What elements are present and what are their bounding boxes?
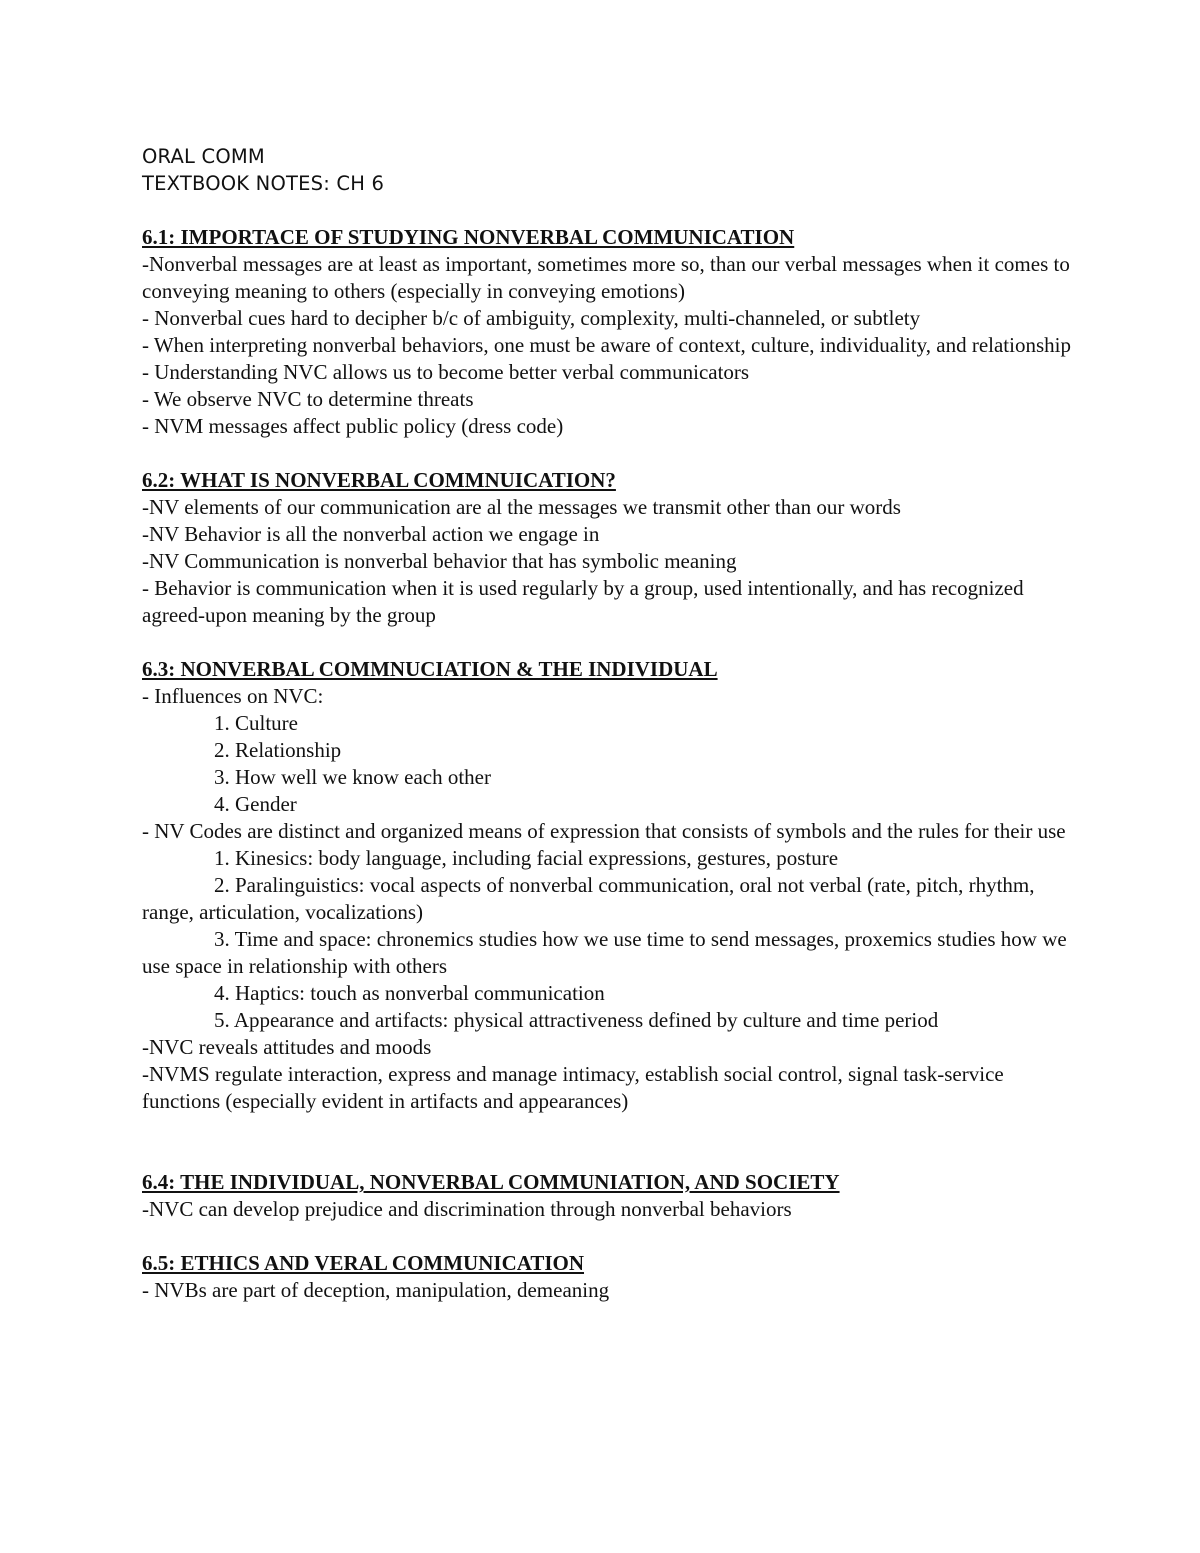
note-line: -NV Behavior is all the nonverbal action we engage in: [142, 522, 600, 546]
note-line: -NV elements of our communication are al the messages we transmit other than our words: [142, 495, 901, 519]
document-page: [142, 143, 1072, 1304]
list-item: 5. Appearance and artifacts: physical attractiveness defined by culture and time period: [214, 1008, 939, 1032]
section-6-1: [142, 224, 1072, 440]
list-item: 1. Kinesics: body language, including facial expressions, gestures, posture: [214, 846, 839, 870]
course-title: ORAL COMM: [142, 145, 265, 168]
note-line: -NVC can develop prejudice and discrimination through nonverbal behaviors: [142, 1197, 792, 1221]
note-line: -NVMS regulate interaction, express and manage intimacy, establish social control, signal task-service functions (especially evident in artifacts and appearances): [142, 1062, 1004, 1113]
note-line: - When interpreting nonverbal behaviors, one must be aware of context, culture, individuality, and relationship: [142, 333, 1071, 357]
list-item: 1. Culture: [214, 711, 298, 735]
section-heading: 6.3: NONVERBAL COMMNUCIATION & THE INDIVIDUAL: [142, 657, 718, 681]
section-heading: 6.5: ETHICS AND VERAL COMMUNICATION: [142, 1251, 585, 1275]
list-item: 3. How well we know each other: [214, 765, 491, 789]
list-item: 4. Haptics: touch as nonverbal communication: [214, 981, 605, 1005]
note-line: - We observe NVC to determine threats: [142, 387, 474, 411]
section-heading: 6.4: THE INDIVIDUAL, NONVERBAL COMMUNIATION, AND SOCIETY: [142, 1170, 840, 1194]
note-line: - Influences on NVC:: [142, 684, 324, 708]
section-6-4: [142, 1169, 1072, 1223]
section-6-2: [142, 467, 1072, 629]
notes-subtitle: TEXTBOOK NOTES: CH 6: [142, 172, 385, 195]
note-line: - NV Codes are distinct and organized means of expression that consists of symbols and the rules for their use: [142, 819, 1066, 843]
note-line: -NVC reveals attitudes and moods: [142, 1035, 432, 1059]
list-item: 4. Gender: [214, 792, 297, 816]
list-item: 2. Paralinguistics: vocal aspects of nonverbal communication, oral not verbal (rate, pitch, rhythm, range, articulation, vocalizations): [142, 873, 1035, 924]
note-line: - Behavior is communication when it is used regularly by a group, used intentionally, and has recognized agreed-upon meaning by the group: [142, 576, 1024, 627]
section-6-5: [142, 1250, 1072, 1304]
note-line: - Nonverbal cues hard to decipher b/c of ambiguity, complexity, multi-channeled, or subtlety: [142, 306, 921, 330]
list-item: 2. Relationship: [214, 738, 342, 762]
section-heading: 6.2: WHAT IS NONVERBAL COMMNUICATION?: [142, 468, 616, 492]
note-line: - NVBs are part of deception, manipulation, demeaning: [142, 1278, 610, 1302]
section-6-3: [142, 656, 1072, 1115]
note-line: -Nonverbal messages are at least as important, sometimes more so, than our verbal messages when it comes to conveying meaning to others (especially in conveying emotions): [142, 252, 1070, 303]
note-line: - NVM messages affect public policy (dress code): [142, 414, 564, 438]
note-line: - Understanding NVC allows us to become better verbal communicators: [142, 360, 750, 384]
list-item: 3. Time and space: chronemics studies how we use time to send messages, proxemics studies how we use space in relationship with others: [142, 927, 1067, 978]
note-line: -NV Communication is nonverbal behavior that has symbolic meaning: [142, 549, 737, 573]
section-heading: 6.1: IMPORTACE OF STUDYING NONVERBAL COMMUNICATION: [142, 225, 795, 249]
